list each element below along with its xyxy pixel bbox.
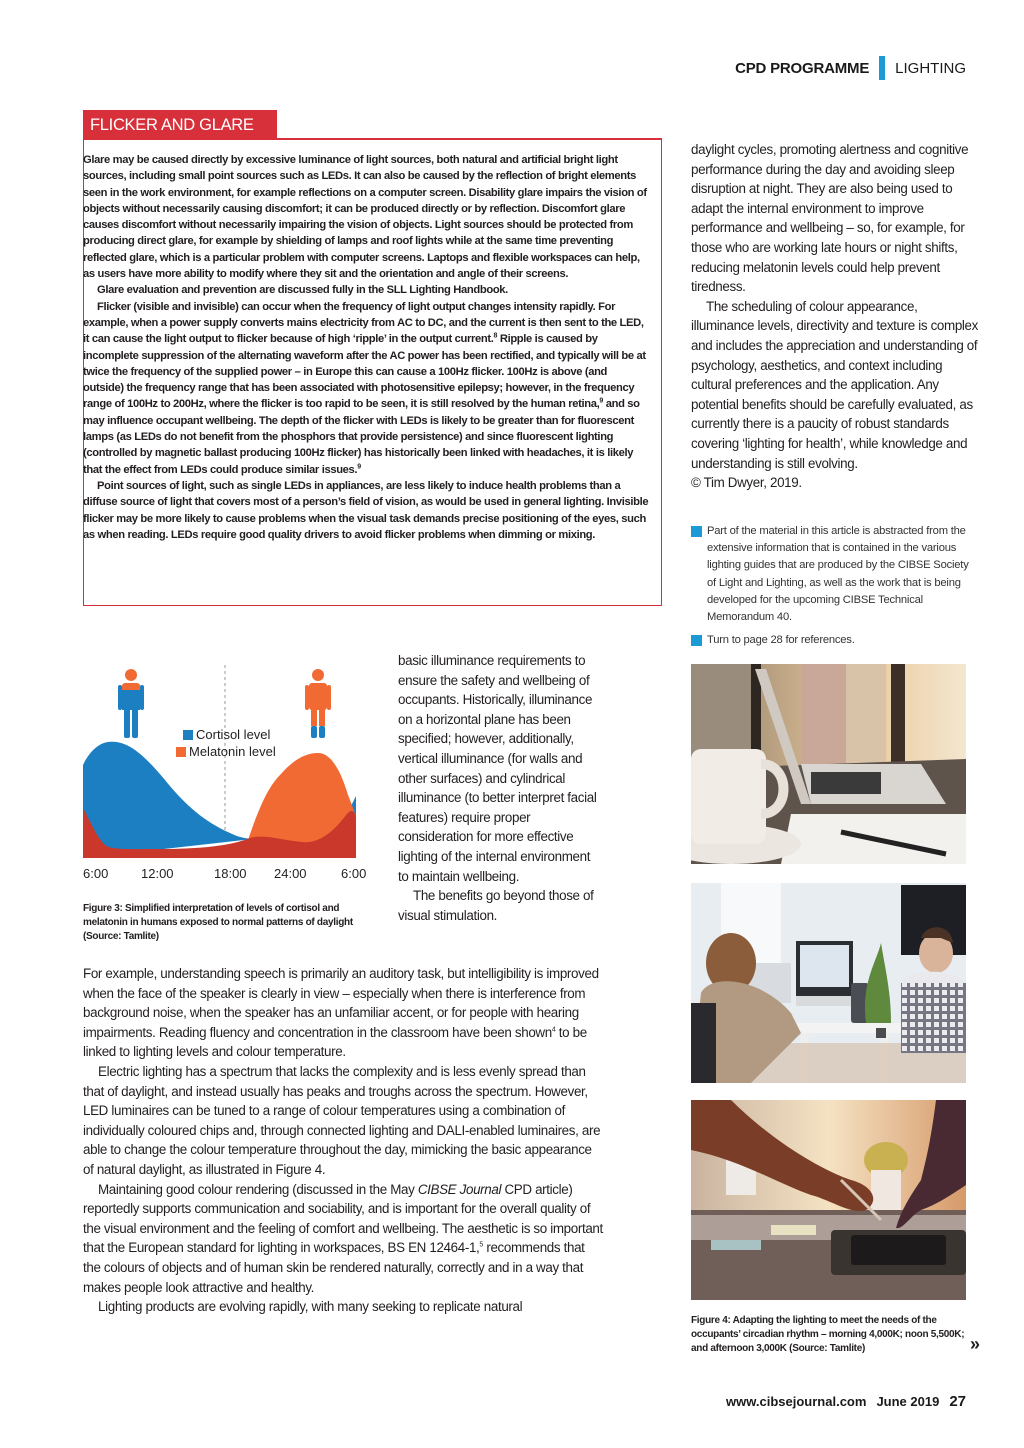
section-label: LIGHTING	[895, 59, 966, 77]
reference-mark: 9	[357, 462, 361, 470]
copyright-line: © Tim Dwyer, 2019.	[691, 475, 802, 491]
continue-arrow-icon: »	[970, 1334, 981, 1354]
programme-label: CPD PROGRAMME	[735, 59, 870, 77]
body-paragraph: The benefits go beyond those of visual stimulation.	[398, 888, 594, 923]
x-tick-label: 6:00	[83, 866, 109, 881]
article-notes	[691, 523, 976, 655]
body-text: For example, understanding speech is primarily an auditory task, but intelligibility is improved when the face of the speaker is clearly in view – especially when there is interference from background noise, when the speaker has an unfamiliar accent, or for people with hearing impairments. Reading fluency and concentration in the classroom have been shown	[83, 966, 599, 1040]
middle-column-text	[398, 651, 598, 925]
page-footer	[726, 1393, 966, 1410]
note-item	[691, 523, 976, 626]
body-paragraph: Lighting products are evolving rapidly, with many seeking to replicate natural	[98, 1299, 523, 1315]
x-tick-label: 24:00	[274, 866, 307, 881]
page-header	[735, 56, 966, 80]
note-item	[691, 632, 976, 649]
box-paragraph-text: Ripple is caused by incomplete suppression of the alternating waveform after the AC power has been rectified, and typically will be at twice the frequency of the supplied power – in Europe this can cause a 100Hz flicker. 100Hz is above (and outside) the frequency range that has been associated with photosensitive epilepsy; however, in the frequency range of 100Hz to 200Hz, where the flicker is too rapid to be seen, it is still resolved by the human retina,	[83, 333, 646, 411]
x-tick-label: 6:00	[341, 866, 367, 881]
legend-label-melatonin: Melatonin level	[189, 744, 276, 759]
box-paragraph	[83, 152, 649, 282]
person-icon-night	[305, 669, 331, 738]
x-tick-label: 12:00	[141, 866, 174, 881]
wide-body-text	[83, 964, 603, 1317]
laptop-coffee-photo	[691, 664, 966, 864]
office-workers-photo	[691, 883, 966, 1083]
page-number: 27	[949, 1393, 966, 1410]
box-paragraph	[83, 299, 649, 478]
box-paragraph-text: may be caused directly by excessive luminance of light sources, both natural and artificial bright light sources, including small point sources such as LEDs. It can also be caused by the reflection of bright elements seen in the work environment, for example reflections on a computer screen. Disability glare impairs the vision of objects without necessarily causing discomfort; it can be produced directly or by reflection. Discomfort glare causes discomfort without necessarily impairing the vision of objects. Light sources should be protected from producing direct glare, for example by shielding of lamps and roof lights while at the same time preventing reflected glare, which is a particular problem with computer screens. Laptops and flexible workspaces can help, as users have more ability to modify where they sit and the orientation and angle of their screens.	[83, 154, 647, 281]
body-paragraph: Electric lighting has a spectrum that lacks the complexity and is less evenly spread than that of daylight, and instead usually has peaks and troughs across the spectrum. However, LED luminaires can be tuned to a range of colour temperatures using a combination of individually coloured chips and, through connected lighting and DALI-enabled luminaires, are able to change the colour temperature throughout the day, mimicking the basic appearance of natural daylight, as illustrated in Figure 4.	[83, 1063, 601, 1177]
legend-label-cortisol: Cortisol level	[196, 727, 271, 742]
person-icon-day	[118, 669, 144, 738]
body-paragraph: basic illuminance requirements to ensure the safety and wellbeing of occupants. Historically, illuminance on a horizontal plane has been specified; however, additionally, vertical illuminance (for walls and other surfaces) and cylindrical illuminance (to better interpret facial features) require proper consideration for more effective lighting of the internal environment to maintain wellbeing.	[398, 653, 597, 884]
body-paragraph	[83, 964, 603, 1062]
x-tick-label: 18:00	[214, 866, 247, 881]
issue-date: June 2019	[876, 1394, 940, 1409]
figure-3-chart	[80, 650, 380, 890]
body-text: recommends that the colours of objects and of human skin be rendered naturally, correctly and in a way that makes people look attractive and healthy.	[83, 1240, 585, 1295]
sidebar-box-title: FLICKER AND GLARE	[83, 110, 277, 139]
header-divider	[879, 56, 885, 80]
body-paragraph: daylight cycles, promoting alertness and cognitive performance during the day and avoiding sleep disruption at night. They are also being used to adapt the internal environment to improve performance and wellbeing – so, for example, for those who are working late hours or night shifts, reducing melatonin levels could help prevent tiredness.	[691, 142, 969, 295]
circadian-graphic	[80, 650, 380, 890]
box-paragraph-text: and so may influence occupant wellbeing. The depth of the flicker with LEDs is likely to be greater than for fluorescent lamps (as LEDs do not benefit from the phosphors that provide persistence) and since fluorescent lighting (controlled by magnetic ballast producing 100Hz flicker) has historically been linked with headaches, it is likely that the effect from LEDs could produce similar issues.	[83, 398, 640, 476]
box-paragraph-text: (visible and invisible) can occur when the frequency of light output changes intensity rapidly. For example, when a power supply converts mains electricity from AC to DC, and the current is then sent to the LED, it can cause the light output to flicker because of high ‘ripple’ in the output current.	[83, 300, 644, 346]
bullet-square-icon	[691, 635, 702, 646]
legend-swatch-cortisol	[183, 730, 193, 740]
flicker-term: Flicker	[97, 300, 131, 313]
right-column-text	[691, 140, 981, 493]
journal-title: CIBSE Journal	[417, 1181, 502, 1197]
reference-mark: 9	[599, 397, 603, 405]
hands-pointing-photo	[691, 1100, 966, 1300]
legend-swatch-melatonin	[176, 747, 186, 757]
body-paragraph	[83, 1180, 603, 1298]
bullet-square-icon	[691, 526, 702, 537]
note-text: Part of the material in this article is abstracted from the extensive information that is contained in the various lighting guides that are produced by the CIBSE Society of Light and Lighting, as well as the work that is being developed for the upcoming CIBSE Technical Memorandum 40.	[707, 525, 969, 624]
reference-mark: 5	[479, 1241, 483, 1249]
figure-3-caption: Figure 3: Simplified interpretation of levels of cortisol and melatonin in humans exposed to normal patterns of daylight (Source: Tamlite)	[83, 903, 353, 942]
body-text: Maintaining good colour rendering (discussed in the May	[98, 1181, 418, 1197]
body-paragraph: The scheduling of colour appearance, illuminance levels, directivity and texture is complex and includes the appreciation and understanding of psychology, aesthetics, and context including cultural preferences and the application. Any potential benefits should be carefully evaluated, as currently there is a paucity of robust standards covering ‘lighting for health’, while knowledge and understanding is still evolving.	[691, 298, 978, 471]
body-text: to be linked to lighting levels and colour temperature.	[83, 1024, 587, 1060]
note-text: Turn to page 28 for references.	[707, 634, 855, 647]
body-text: CPD article) reportedly supports communication and sociability, and is important for the overall quality of the visual environment and the feeling of comfort and wellbeing. The aesthetic is so important that the European standard for lighting in workspaces, BS EN 12464-1,	[83, 1181, 603, 1256]
reference-mark: 4	[551, 1026, 556, 1034]
reference-mark: 8	[493, 332, 498, 340]
figure-4-caption: Figure 4: Adapting the lighting to meet the needs of the occupants’ circadian rhythm – morning 4,000K; noon 5,500K; and afternoon 3,000K (Source: Tamlite)	[691, 1315, 965, 1354]
sidebar-box-text	[83, 152, 649, 543]
journal-url[interactable]: www.cibsejournal.com	[726, 1394, 867, 1409]
box-paragraph: Glare evaluation and prevention are discussed fully in the SLL Lighting Handbook.	[97, 284, 508, 297]
box-paragraph: Point sources of light, such as single LEDs in appliances, are less likely to induce health problems than a diffuse source of light that covers most of a person’s field of vision, as would be used in general lighting. Invisible flicker may be more likely to cause problems when the visual task demands precise positioning of the eyes, such as when reading. LEDs require good quality drivers to avoid flicker problems when dimming or mixing.	[83, 479, 649, 541]
glare-term: Glare	[83, 154, 110, 166]
